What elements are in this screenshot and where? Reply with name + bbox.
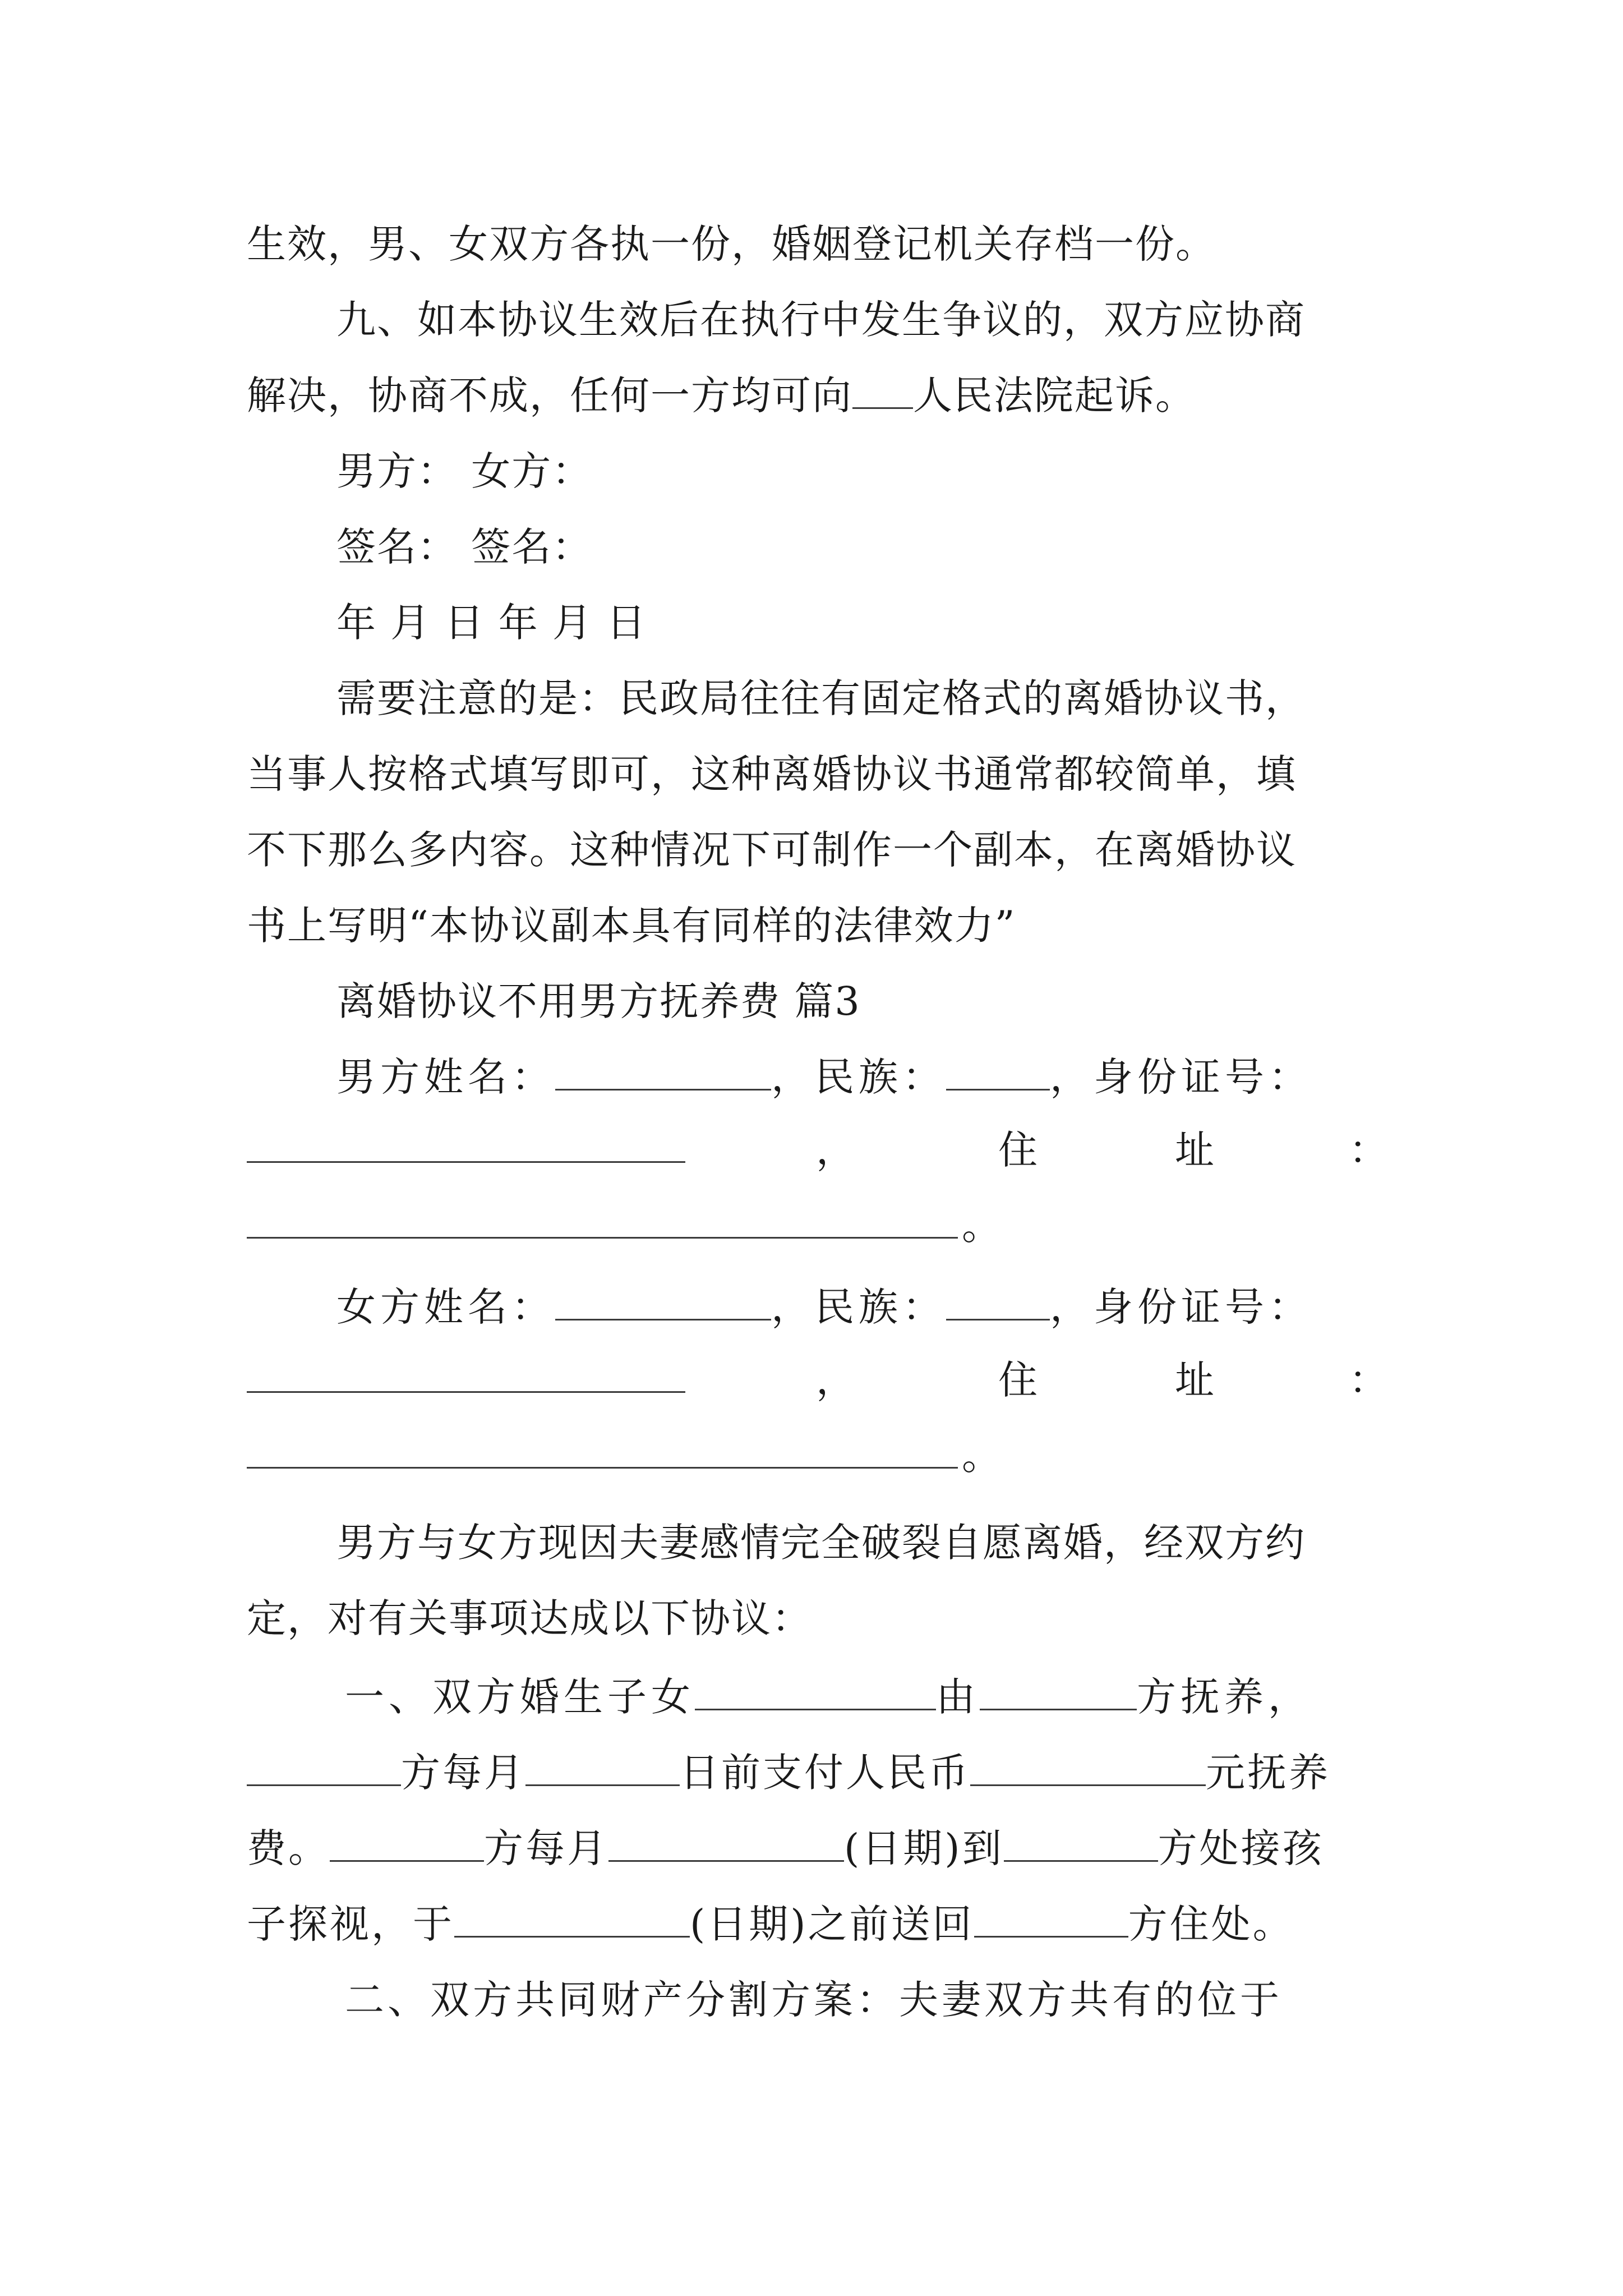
female-name-label: 女方姓名： — [336, 1284, 555, 1330]
text-segment: 方住处。 — [1128, 1901, 1294, 1947]
text-segment: 方抚养， — [1137, 1674, 1312, 1720]
visitor-blank — [330, 1828, 484, 1862]
text-segment: 住 — [998, 1357, 1038, 1403]
clause-one-line-4 — [247, 1902, 1294, 1947]
text-segment: ： — [1349, 1127, 1388, 1173]
note-line-1: 需要注意的是：民政局往往有固定格式的离婚协议书， — [336, 675, 1306, 721]
text-segment: (日期)之前送回 — [690, 1901, 974, 1947]
ethnic-label: ，民族： — [771, 1054, 946, 1100]
custody-blank — [980, 1676, 1137, 1710]
text-segment: 由 — [936, 1674, 980, 1720]
return-party-blank — [974, 1903, 1128, 1938]
amount-blank — [970, 1752, 1206, 1786]
male-id-blank — [247, 1161, 685, 1163]
agreement-line-1: 男方与女方现因夫妻感情完全破裂自愿离婚，经双方约 — [336, 1520, 1306, 1566]
text-segment: 方处接孩 — [1158, 1825, 1324, 1871]
text-segment: ， — [816, 1127, 855, 1173]
clause-one-line-1 — [345, 1674, 1312, 1719]
text-segment: 住 — [998, 1127, 1038, 1173]
text-segment: 解决，协商不成，任何一方均可向 — [247, 372, 852, 418]
clause-one-line-2 — [247, 1750, 1330, 1795]
ethnic-label: ，民族： — [771, 1284, 946, 1330]
note-line-2: 当事人按格式填写即可，这种离婚协议书通常都较简单，填 — [247, 751, 1297, 797]
pickup-party-blank — [1004, 1828, 1158, 1862]
clause-one-line-3 — [247, 1826, 1324, 1871]
text-segment: 址 — [1175, 1127, 1214, 1173]
child-blank — [695, 1676, 936, 1710]
text-segment: 址 — [1175, 1357, 1214, 1403]
female-name-blank — [555, 1286, 771, 1320]
text-segment: 费。 — [247, 1825, 330, 1871]
text-segment: 方每月 — [401, 1750, 525, 1796]
male-address-blank — [247, 1237, 958, 1239]
date-line: 年 月 日 年 月 日 — [336, 600, 647, 646]
section-heading: 离婚协议不用男方抚养费 篇3 — [336, 978, 861, 1024]
male-name-blank — [555, 1056, 771, 1091]
female-name-line — [336, 1285, 1312, 1329]
visit-date-blank — [608, 1828, 844, 1862]
text-segment: 日前支付人民币 — [680, 1750, 970, 1796]
pay-day-blank — [525, 1752, 680, 1786]
text-segment: 。 — [962, 1203, 1001, 1249]
text-line: 生效，男、女双方各执一份，婚姻登记机关存档一份。 — [247, 221, 1216, 267]
male-name-line — [336, 1055, 1312, 1099]
text-segment: 元抚养 — [1206, 1750, 1330, 1796]
id-label: ，身份证号： — [1050, 1054, 1312, 1100]
text-segment: 。 — [962, 1433, 1001, 1479]
text-segment: 人民法院起诉。 — [913, 372, 1196, 418]
agreement-line-2: 定，对有关事项达成以下协议： — [247, 1595, 812, 1641]
female-address-blank — [247, 1467, 958, 1469]
text-segment: 一、双方婚生子女 — [345, 1674, 695, 1720]
text-segment: ： — [1349, 1357, 1388, 1403]
text-segment: 方每月 — [484, 1825, 608, 1871]
text-segment: (日期)到 — [844, 1825, 1004, 1871]
party-label-line: 男方： 女方： — [336, 448, 593, 494]
clause-nine-line-2 — [247, 373, 1196, 418]
female-id-blank — [247, 1391, 685, 1393]
text-segment: ， — [816, 1357, 855, 1403]
payer-blank — [247, 1752, 401, 1786]
clause-nine-line-1: 九、如本协议生效后在执行中发生争议的，双方应协商 — [336, 297, 1306, 343]
note-line-4: 书上写明“本协议副本具有同样的法律效力” — [247, 903, 1016, 949]
female-ethnic-blank — [946, 1286, 1050, 1320]
court-blank — [852, 375, 913, 409]
note-line-3: 不下那么多内容。这种情况下可制作一个副本，在离婚协议 — [247, 827, 1297, 873]
text-segment: 子探视，于 — [247, 1901, 454, 1947]
male-name-label: 男方姓名： — [336, 1054, 555, 1100]
clause-two-line-1: 二、双方共同财产分割方案：夫妻双方共有的位于 — [345, 1977, 1283, 2023]
signature-line: 签名： 签名： — [336, 524, 593, 570]
id-label: ，身份证号： — [1050, 1284, 1312, 1330]
male-ethnic-blank — [946, 1056, 1050, 1091]
return-date-blank — [454, 1903, 690, 1938]
